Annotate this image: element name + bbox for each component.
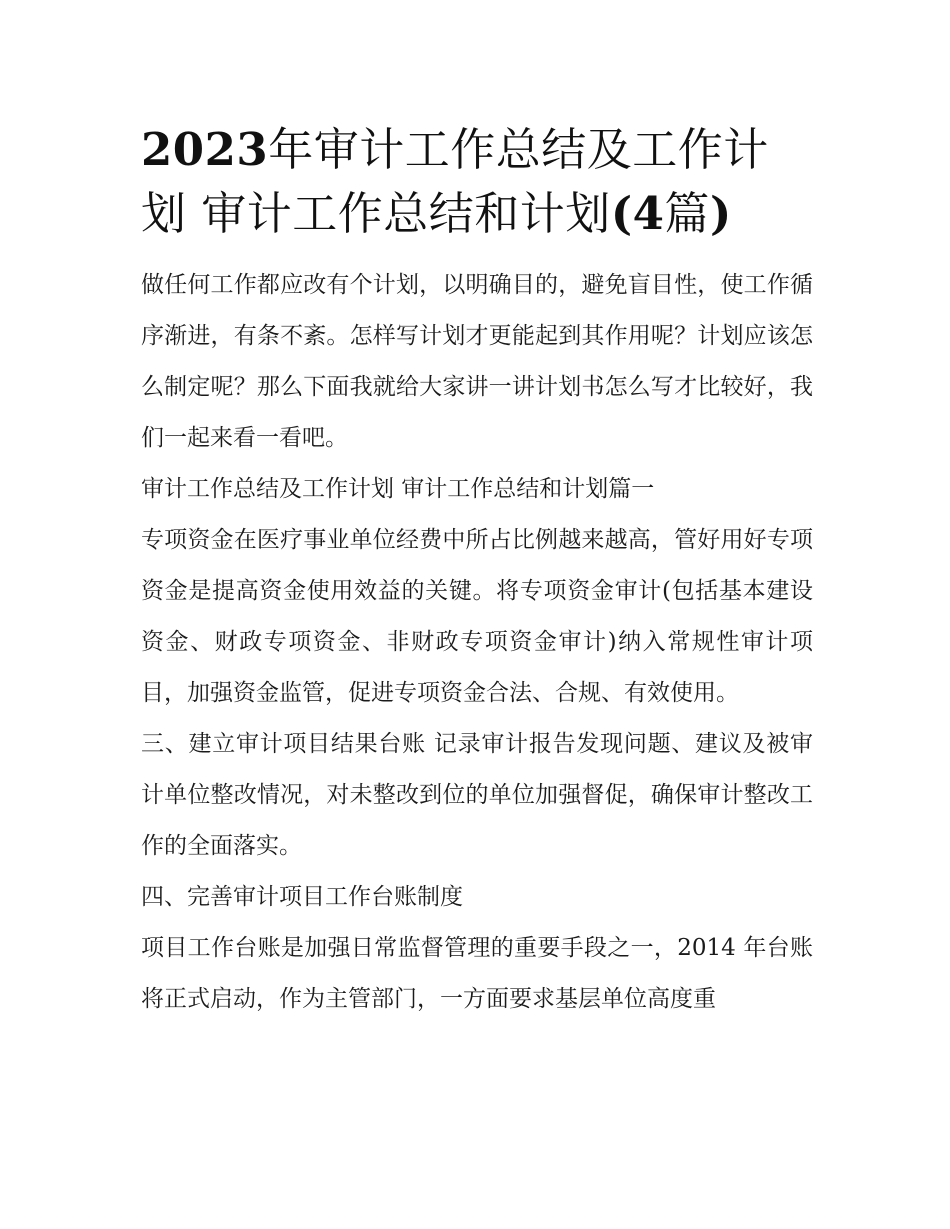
document-body — [141, 260, 813, 1025]
section-three-paragraph: 三、建立审计项目结果台账 记录审计报告发现问题、建议及被审计单位整改情况，对未整改到位的单位加强督促，确保审计整改工作的全面落实。 — [141, 731, 813, 859]
section-heading-part-one: 审计工作总结及工作计划 审计工作总结和计划篇一 — [141, 476, 655, 502]
title-main: 年审计工作总结及工作计划 审计工作总结和计划 — [141, 123, 769, 240]
title-count-open: (4 — [610, 187, 665, 240]
document-page — [141, 118, 813, 1025]
ledger-paragraph: 项目工作台账是加强日常监督管理的重要手段之一，2014 年台账将正式启动，作为主管部门，一方面要求基层单位高度重 — [141, 935, 813, 1012]
special-funds-paragraph: 专项资金在医疗事业单位经费中所占比例越来越高，管好用好专项资金是提高资金使用效益的关键。将专项资金审计(包括基本建设资金、财政专项资金、非财政专项资金审计)纳入常规性审计项目，加强资金监管，促进专项资金合法、合规、有效使用。 — [141, 527, 813, 706]
intro-paragraph: 做任何工作都应改有个计划，以明确目的，避免盲目性，使工作循序渐进，有条不紊。怎样写计划才更能起到其作用呢？计划应该怎么制定呢？那么下面我就给大家讲一讲计划书怎么写才比较好，我们一起来看一看吧。 — [141, 272, 813, 451]
title-year: 2023 — [141, 123, 269, 176]
title-count-unit: 篇 — [664, 187, 710, 240]
section-four-heading: 四、完善审计项目工作台账制度 — [141, 884, 463, 910]
title-count-close: ) — [709, 187, 732, 240]
document-title — [141, 118, 813, 246]
